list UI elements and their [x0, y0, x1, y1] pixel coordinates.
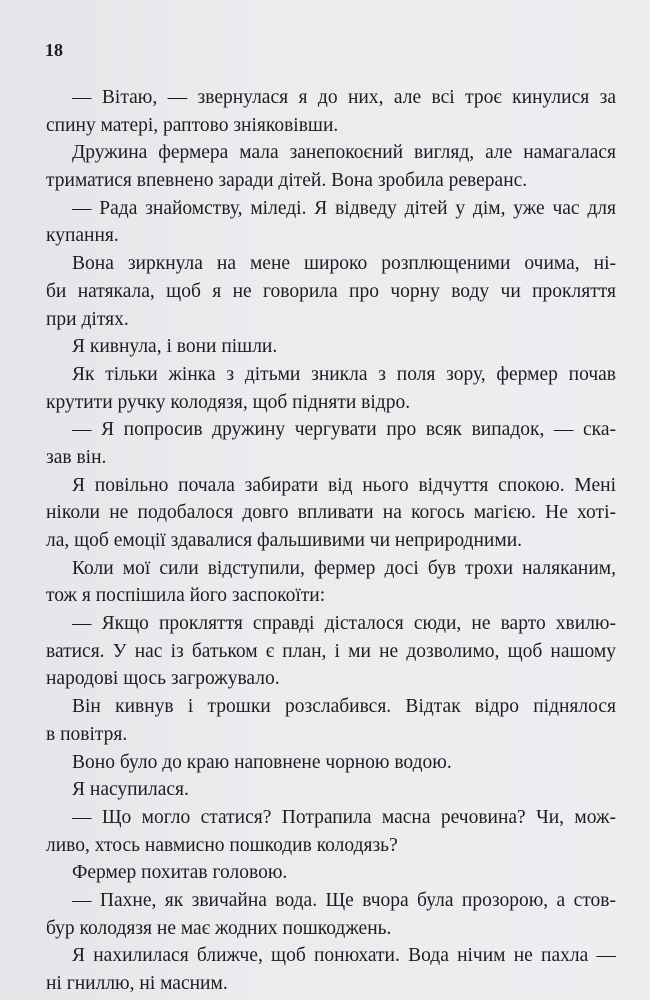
text-line: при дітях.	[46, 308, 129, 330]
text-line: Я насупилася.	[72, 779, 189, 801]
text-line: Я нахилилася ближче, щоб понюхати. Вода нічим не пахла —	[72, 945, 616, 967]
text-line: бур колодязя не має жодних пошкоджень.	[46, 917, 392, 939]
text-line: би натякала, щоб я не говорила про чорну воду чи прокляття	[46, 280, 616, 302]
text-line: Фермер похитав головою.	[72, 862, 288, 884]
text-line: триматися впевнено заради дітей. Вона зробила реверанс.	[46, 170, 528, 192]
text-line: тож я поспішила його заспокоїти:	[46, 585, 326, 607]
text-line: крутити ручку колодязя, щоб підняти відро.	[46, 391, 411, 413]
text-line: Дружина фермера мала занепокоєний вигляд, але намагалася	[72, 142, 616, 164]
text-line: — Рада знайомству, міледі. Я відведу дітей у дім, уже час для	[72, 197, 616, 219]
page-number: 18	[45, 40, 63, 60]
text-line: Я повільно почала забирати від нього відчуття спокою. Мені	[72, 474, 616, 496]
text-line: Коли мої сили відступили, фермер досі був трохи наляканим,	[72, 557, 616, 579]
text-line: купання.	[46, 225, 119, 247]
text-line: ні гниллю, ні масним.	[46, 973, 228, 994]
text-line: ніколи не подобалося довго впливати на когось магією. Не хоті-	[46, 502, 616, 524]
text-line: ливо, хтось навмисно пошкодив колодязь?	[46, 834, 398, 856]
text-line: Воно було до краю наповнене чорною водою.	[72, 751, 452, 773]
text-line: — Вітаю, — звернулася я до них, але всі троє кинулися за	[72, 87, 616, 108]
text-line: — Пахне, як звичайна вода. Ще вчора була прозорою, а стов-	[72, 889, 616, 911]
text-line: — Що могло статися? Потрапила масна речовина? Чи, мож-	[72, 806, 616, 828]
text-line: в повітря.	[46, 723, 128, 745]
body-text	[46, 84, 616, 998]
text-line: Він кивнув і трошки розслабився. Відтак відро піднялося	[72, 696, 616, 718]
text-line: Я кивнула, і вони пішли.	[72, 336, 278, 358]
text-line: ла, щоб емоції здавалися фальшивими чи неприродними.	[46, 530, 522, 551]
text-line: — Якщо прокляття справді дісталося сюди, не варто хвилю-	[72, 613, 616, 635]
text-line: спину матері, раптово зніяковівши.	[46, 114, 339, 136]
text-line: Вона зиркнула на мене широко розплющеними очима, ні-	[72, 253, 616, 275]
text-line: — Я попросив дружину чергувати про всяк випадок, — ска-	[72, 419, 616, 441]
text-line: народові щось загрожувало.	[46, 668, 280, 690]
text-line: зав він.	[46, 446, 107, 468]
text-line: ватися. У нас із батьком є план, і ми не дозволимо, щоб нашому	[46, 640, 616, 662]
text-line: Як тільки жінка з дітьми зникла з поля зору, фермер почав	[72, 363, 616, 385]
